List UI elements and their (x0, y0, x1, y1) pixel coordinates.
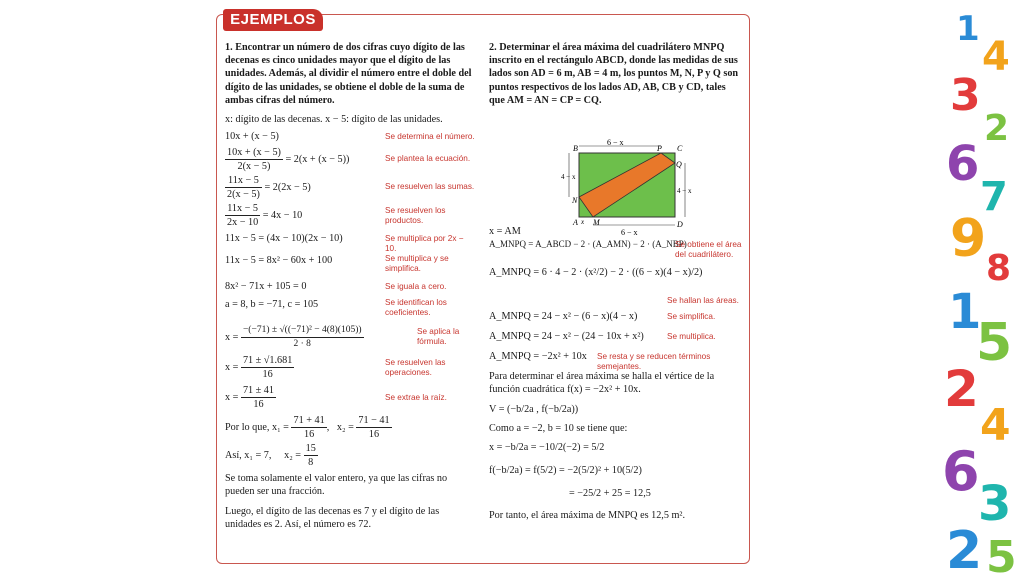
step-7 (225, 280, 475, 298)
step-2 (225, 146, 475, 174)
x1-num: 71 + 41 (291, 414, 326, 428)
solutions-label: Por lo que, (225, 422, 270, 434)
area-derivation (489, 225, 744, 522)
example-1 (225, 41, 475, 531)
final-answer: Por tanto, el área máxima de MNPQ es 12,5 m². (489, 509, 686, 521)
area-step-5-note: Se resta y se reducen términos semejantes. (597, 352, 711, 372)
asi-row (225, 442, 475, 470)
area-step-4 (489, 330, 744, 350)
step-10-note: Se resuelven las operaciones. (385, 358, 446, 378)
label-right: 4 − x (677, 187, 692, 195)
step-5 (225, 232, 475, 254)
step-4-note: Se resuelven los productos. (385, 206, 446, 226)
vertex-m: M (593, 218, 600, 227)
coefficients-text: Como a = −2, b = 10 se tiene que: (489, 422, 628, 434)
decorative-numbers-strip (936, 0, 1024, 576)
deco-digit: 2 (984, 108, 1010, 149)
step-9 (225, 324, 475, 354)
step-8 (225, 298, 475, 324)
solutions-row: Por lo que, x₁ = $\frac{71 + 41}{16}$ , x₂ = $\frac{71 - 41}{16}$ (225, 415, 390, 441)
deco-digit: 4 (980, 400, 1011, 451)
area-step-1-eq: A_MNPQ = A_ABCD − 2 · (A_AMN) − 2 · (A_NBP) (489, 239, 687, 250)
deco-digit: 5 (976, 313, 1013, 373)
area-step-2-eq: A_MNPQ = 6 · 4 − 2 · (x²/2) − 2 · ((6 − x)(4 − x)/2) (489, 267, 703, 279)
area-step-3-note: Se simplifica. (667, 312, 716, 322)
step-11-note: Se extrae la raíz. (385, 393, 447, 403)
area-step-2 (489, 266, 744, 296)
step-9-lhs: x = (225, 332, 239, 344)
vertex-paragraph: Para determinar el área máxima se halla el vértice de la función cuadrática f(x) = −2x² + 10x. (489, 371, 715, 396)
deco-digit: 1 (956, 9, 980, 49)
area-step-1 (489, 238, 744, 266)
step-3 (225, 174, 475, 202)
step-3-rhs: = 2(2x − 5) (264, 182, 311, 194)
step-2-note: Se plantea la ecuación. (385, 154, 471, 164)
step-7-eq: 8x² − 71x + 105 = 0 (225, 281, 307, 293)
step-9-den: 2 · 8 (293, 339, 311, 350)
x1-value: Así, x₁ = 7, (225, 450, 272, 462)
vertex-d: D (677, 220, 683, 229)
step-3-note: Se resuelven las sumas. (385, 182, 475, 192)
x-definition: x = AM (489, 226, 521, 237)
deco-digit: 1 (948, 284, 982, 340)
deco-digit: 6 (946, 136, 980, 192)
area-step-3-eq: A_MNPQ = 24 − x² − (6 − x)(4 − x) (489, 311, 638, 323)
step-1 (225, 130, 475, 146)
x-vertex: x = −b/2a = −10/2(−2) = 5/2 (489, 442, 605, 454)
area-step-3 (489, 310, 744, 330)
label-x: x (581, 218, 585, 226)
step-11-fraction (241, 384, 276, 411)
label-top: 6 − x (607, 138, 624, 147)
x2-lhs: x₂ = (336, 422, 354, 434)
step-6-eq: 11x − 5 = 8x² − 60x + 100 (225, 255, 333, 267)
step-3-den: 2(x − 5) (227, 189, 260, 201)
x2-fraction (356, 414, 391, 441)
deco-digit: 4 (982, 34, 1010, 80)
step-5-note: Se multiplica por 2x − 10. (385, 234, 464, 254)
f-vertex: f(−b/2a) = f(5/2) = −2(5/2)² + 10(5/2) (489, 465, 642, 477)
x2b-num: 15 (304, 442, 318, 456)
step-2-den: 2(x − 5) (237, 161, 271, 173)
vertex-a: A (573, 218, 578, 227)
step-4-rhs: = 4x − 10 (262, 210, 303, 222)
step-10-fraction (241, 354, 294, 381)
deco-digit: 3 (978, 476, 1012, 532)
step-2-num: 10x + (x − 5) (225, 146, 283, 160)
x2-den: 16 (368, 429, 380, 441)
deco-digit: 2 (946, 521, 983, 576)
area-step-2-note: Se hallan las áreas. (667, 296, 739, 306)
label-left: 4 − x (561, 173, 576, 181)
step-3-fraction (225, 174, 262, 201)
x2b-fraction (304, 442, 318, 469)
step-4-den: 2x − 10 (227, 217, 259, 229)
problem-2-statement: 2. Determinar el área máxima del cuadrilátero MNPQ inscrito en el rectángulo ABCD, donde las medidas de sus lados son AD = 6 m, AB = 4 m, los puntos M, N, P y Q son puntos respectivos de los lados AD, AB, CB y CD, tales que AM = AN = CP = CQ. (489, 42, 739, 106)
area-step-2-note-row (489, 296, 744, 310)
step-5-eq: 11x − 5 = (4x − 10)(2x − 10) (225, 233, 343, 245)
vertex-c: C (677, 144, 683, 153)
deco-digit: 3 (950, 70, 981, 121)
deco-digit: 8 (986, 248, 1012, 289)
step-6-note: Se multiplica y se simplifica. (385, 254, 449, 274)
x1-fraction (291, 414, 326, 441)
step-10-num: 71 ± √1.681 (241, 354, 294, 368)
step-11: x = $\frac{71 \pm 41}{16}$ Se extrae la raíz. (225, 384, 475, 414)
examples-banner: EJEMPLOS (223, 9, 323, 31)
area-step-4-note: Se multiplica. (667, 332, 716, 342)
step-1-note: Se determina el número. (385, 132, 475, 142)
problem-1-statement: 1. Encontrar un número de dos cifras cuyo dígito de las decenas es cinco unidades mayor que el dígito de las unidades. Además, al dividir el número entre el doble del dígito de las unidades, se obtiene el doble de la suma de ambas cifras del número. (225, 42, 472, 106)
vertex-p: P (657, 144, 662, 153)
f-vertex-result: = −25/2 + 25 = 12,5 (569, 488, 651, 500)
examples-page (216, 11, 750, 564)
x2b-lhs: x₂ = (284, 450, 302, 462)
step-7-note: Se iguala a cero. (385, 282, 447, 292)
step-6 (225, 254, 475, 280)
deco-digit: 7 (980, 174, 1008, 220)
x2-num: 71 − 41 (356, 414, 391, 428)
vertex-formula: V = (−b/2a , f(−b/2a)) (489, 403, 579, 415)
example-2 (489, 41, 744, 521)
step-11-num: 71 ± 41 (241, 384, 276, 398)
step-8-eq: a = 8, b = −71, c = 105 (225, 299, 319, 311)
step-4-fraction (225, 202, 260, 229)
step-2-rhs: = 2(x + (x − 5)) (285, 154, 350, 166)
vertex-n: N (572, 196, 578, 205)
deco-digit: 6 (942, 440, 980, 503)
step-3-num: 11x − 5 (225, 174, 262, 188)
deco-digit: 5 (986, 532, 1017, 576)
deco-digit: 9 (950, 209, 987, 269)
x2b-den: 8 (308, 457, 314, 469)
step-1-eq: 10x + (x − 5) (225, 131, 279, 143)
deco-digit: 2 (944, 360, 979, 418)
step-10: x = $\frac{71 \pm √1.681}{16}$ Se resuelven las operaciones. (225, 354, 475, 384)
step-9-num: −(−71) ± √((−71)² − 4(8)(105)) (241, 324, 364, 338)
vertex-q: Q (676, 160, 682, 169)
variables-definition: x: dígito de las decenas. x − 5: dígito de las unidades. (225, 114, 443, 126)
label-bottom: 6 − x (621, 228, 638, 237)
step-10-den: 16 (262, 369, 273, 381)
x1-lhs: x₁ = (271, 422, 289, 434)
step-11-den: 16 (253, 399, 264, 411)
vertex-b: B (573, 144, 578, 153)
step-8-note: Se identifican los coeficientes. (385, 298, 447, 318)
area-step-5 (489, 350, 744, 370)
step-9-note: Se aplica la fórmula. (417, 327, 460, 347)
x1-den: 16 (304, 429, 315, 441)
step-2-fraction (225, 146, 283, 173)
area-step-1-note: Se obtiene el área del cuadrilátero. (675, 240, 742, 260)
rectangle-diagram (563, 139, 691, 239)
area-step-5-eq: A_MNPQ = −2x² + 10x (489, 351, 587, 363)
paragraph-conclusion: Luego, el dígito de las decenas es 7 y el dígito de las unidades es 2. Así, el número es 72. (225, 505, 440, 530)
step-4-num: 11x − 5 (225, 202, 260, 216)
step-9-fraction (241, 324, 364, 351)
area-step-4-eq: A_MNPQ = 24 − x² − (24 − 10x + x²) (489, 331, 644, 343)
step-4 (225, 202, 475, 232)
paragraph-integer: Se toma solamente el valor entero, ya que las cifras no pueden ser una fracción. (225, 473, 448, 498)
